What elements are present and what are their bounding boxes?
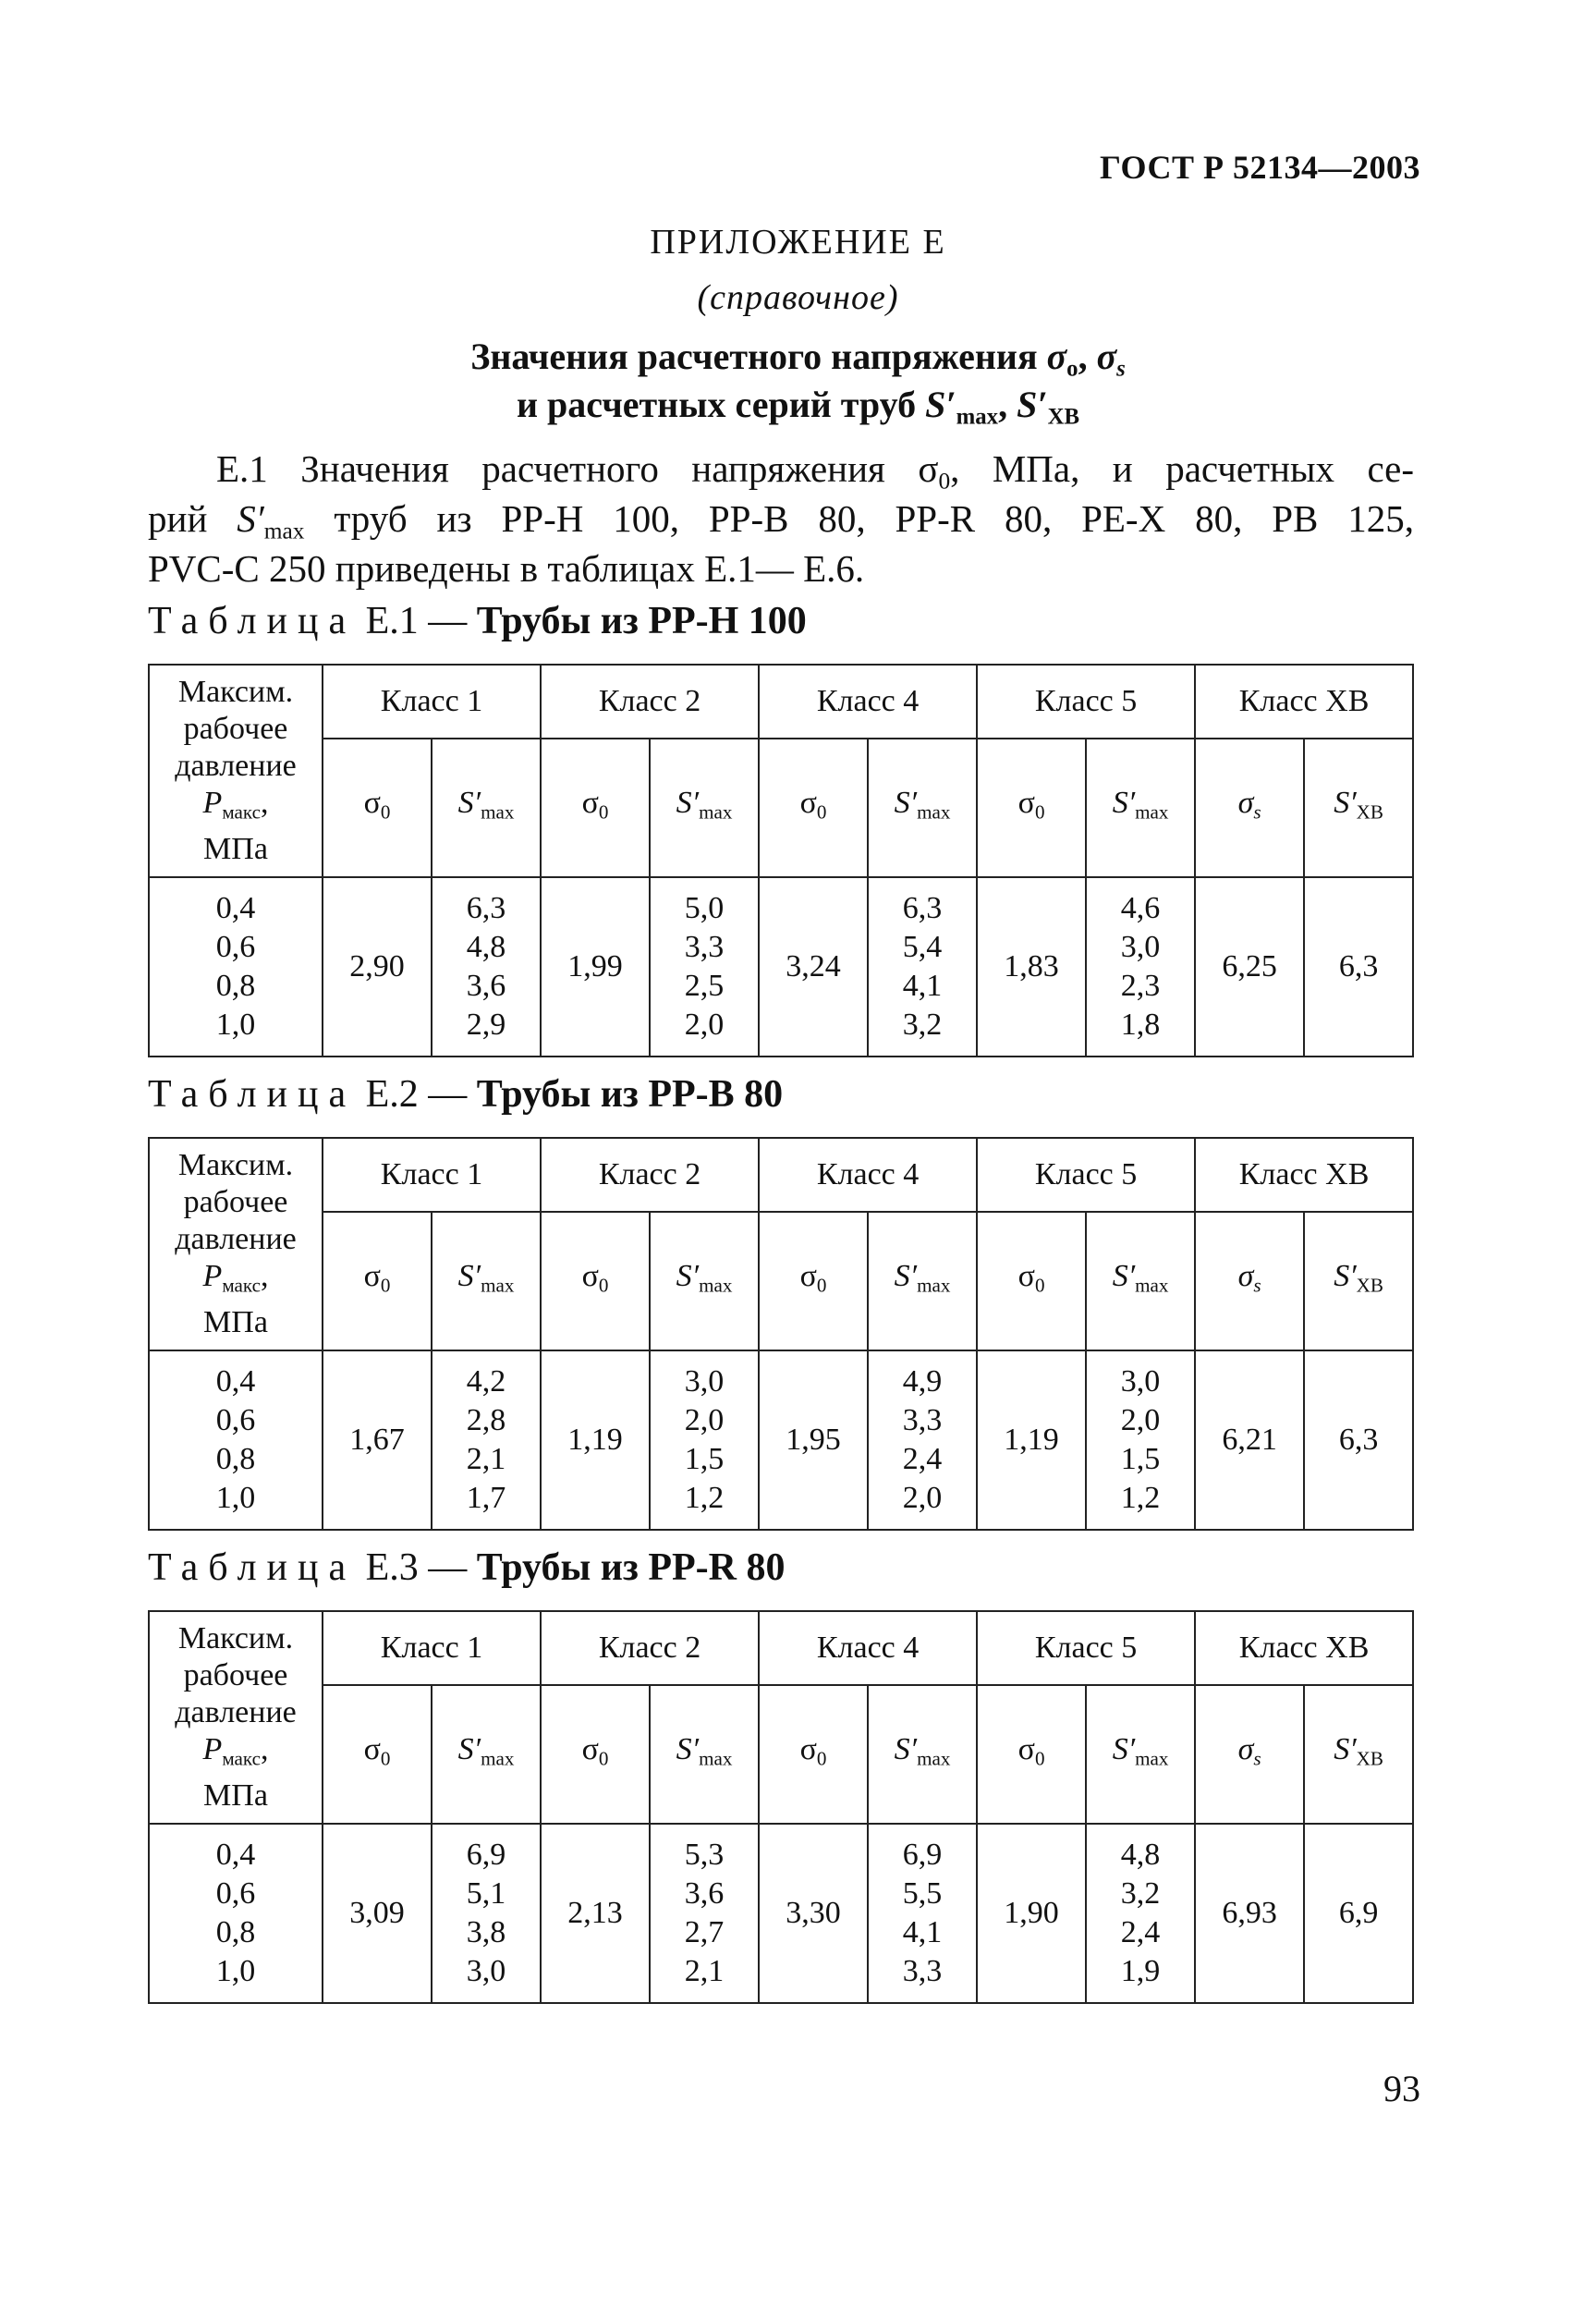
header-text: рабочее bbox=[183, 1658, 288, 1693]
sigma-s-value-cell: 6,93 bbox=[1195, 1824, 1304, 2003]
subscript: макс bbox=[222, 1747, 261, 1770]
sigma-symbol: σ bbox=[799, 1259, 817, 1294]
cell-value: 6,9 bbox=[466, 1838, 506, 1872]
class-header-cell: Класс 2 bbox=[541, 1138, 759, 1212]
cell-value: 3,2 bbox=[1120, 1876, 1161, 1911]
pressure-header-cell bbox=[149, 665, 323, 877]
subscript: 0 bbox=[1034, 1274, 1045, 1297]
s-xb-value-cell: 6,3 bbox=[1304, 1350, 1413, 1530]
sigma-header-cell bbox=[759, 1685, 868, 1824]
pressure-header-cell bbox=[149, 1138, 323, 1350]
p-symbol: P bbox=[202, 1732, 223, 1767]
sigma-value-cell: 1,19 bbox=[977, 1350, 1086, 1530]
caption-title: Трубы из PP-R 80 bbox=[476, 1546, 786, 1589]
subscript: 0 bbox=[380, 1747, 391, 1770]
text: , МПа, и расчетных се- bbox=[950, 447, 1414, 490]
cell-value: 0,6 bbox=[215, 1403, 256, 1437]
header-text bbox=[150, 1731, 322, 1777]
sigma-header-cell bbox=[541, 1212, 650, 1350]
cell-value: 2,1 bbox=[466, 1442, 506, 1476]
s-symbol: S′ bbox=[676, 786, 700, 821]
s-symbol: S′ bbox=[237, 497, 264, 540]
header-text: давление bbox=[175, 1695, 297, 1730]
separator: , bbox=[1078, 336, 1097, 377]
text: рий bbox=[148, 497, 238, 540]
page-number: 93 bbox=[1383, 2068, 1420, 2109]
subscript: о bbox=[1066, 356, 1078, 382]
s-values-cell bbox=[1086, 1350, 1195, 1530]
subscript: 0 bbox=[938, 468, 951, 495]
s-xb-value-cell: 6,3 bbox=[1304, 877, 1413, 1057]
cell-value: 4,6 bbox=[1120, 891, 1161, 925]
cell-value: 2,5 bbox=[684, 969, 725, 1003]
separator: , bbox=[998, 384, 1017, 425]
sigma-symbol: σ bbox=[1096, 336, 1117, 377]
subscript: 0 bbox=[380, 800, 391, 824]
cell-value: 1,5 bbox=[684, 1442, 725, 1476]
sigma-symbol: σ bbox=[581, 1259, 599, 1294]
subscript: 0 bbox=[816, 1747, 827, 1770]
subscript: ХВ bbox=[1356, 800, 1383, 824]
subscript: ХВ bbox=[1047, 404, 1080, 430]
cell-value: 2,4 bbox=[902, 1442, 943, 1476]
s-symbol: S′ bbox=[894, 786, 918, 821]
sigma-value-cell: 3,30 bbox=[759, 1824, 868, 2003]
sigma-header-cell bbox=[759, 1212, 868, 1350]
cell-value: 4,8 bbox=[1120, 1838, 1161, 1872]
header-text bbox=[150, 1258, 322, 1303]
data-table-e3 bbox=[148, 1610, 1414, 2004]
cell-value: 6,3 bbox=[466, 891, 506, 925]
cell-value: 3,3 bbox=[902, 1403, 943, 1437]
sigma-header-cell bbox=[541, 739, 650, 877]
cell-value: 2,0 bbox=[684, 1008, 725, 1042]
cell-value: 0,8 bbox=[215, 969, 256, 1003]
sigma-symbol: σ bbox=[1017, 786, 1035, 821]
section-heading-line-1 bbox=[0, 335, 1596, 382]
s-symbol: S′ bbox=[1112, 786, 1136, 821]
paragraph-line-3: PVC-C 250 приведены в таблицах Е.1— Е.6. bbox=[148, 547, 865, 590]
class-header-cell: Класс 4 bbox=[759, 665, 977, 739]
cell-value: 2,0 bbox=[684, 1403, 725, 1437]
cell-value: 0,8 bbox=[215, 1915, 256, 1949]
s-symbol: S′ bbox=[1334, 1259, 1357, 1294]
sigma-value-cell: 1,19 bbox=[541, 1350, 650, 1530]
s-symbol: S′ bbox=[1334, 786, 1357, 821]
cell-value: 1,7 bbox=[466, 1481, 506, 1515]
sigma-value-cell: 3,09 bbox=[323, 1824, 432, 2003]
header-text: давление bbox=[175, 1222, 297, 1257]
s-symbol: S′ bbox=[676, 1259, 700, 1294]
sigma-symbol: σ bbox=[581, 1732, 599, 1767]
s-values-cell bbox=[868, 1350, 977, 1530]
subscript: max bbox=[917, 1274, 951, 1297]
cell-value: 2,0 bbox=[1120, 1403, 1161, 1437]
cell-value: 3,0 bbox=[1120, 930, 1161, 964]
text: труб из PP-H 100, PP-B 80, PP-R 80, PE-X 80, PB 125, bbox=[304, 497, 1414, 540]
s-symbol: S′ bbox=[894, 1732, 918, 1767]
document-code: ГОСТ Р 52134—2003 bbox=[1100, 149, 1420, 186]
s-symbol: S′ bbox=[925, 384, 956, 425]
s-xb-header-cell bbox=[1304, 739, 1413, 877]
cell-value: 1,8 bbox=[1120, 1008, 1161, 1042]
class-header-cell: Класс 1 bbox=[323, 665, 541, 739]
text: Е.1 Значения расчетного напряжения σ bbox=[216, 447, 939, 490]
s-header-cell bbox=[868, 1212, 977, 1350]
s-values-cell bbox=[650, 1824, 759, 2003]
cell-value: 2,7 bbox=[684, 1915, 725, 1949]
s-symbol: S′ bbox=[1334, 1732, 1357, 1767]
cell-value: 3,6 bbox=[684, 1876, 725, 1911]
cell-value: 3,0 bbox=[684, 1364, 725, 1399]
class-header-cell: Класс 1 bbox=[323, 1611, 541, 1685]
cell-value: 0,4 bbox=[215, 891, 256, 925]
subscript: 0 bbox=[598, 1747, 609, 1770]
appendix-type: (справочное) bbox=[697, 278, 899, 317]
sigma-symbol: σ bbox=[1237, 1259, 1254, 1294]
cell-value: 2,3 bbox=[1120, 969, 1161, 1003]
sigma-s-value-cell: 6,25 bbox=[1195, 877, 1304, 1057]
subscript: max bbox=[699, 800, 733, 824]
subscript: max bbox=[1135, 1747, 1169, 1770]
header-text bbox=[150, 785, 322, 830]
subscript: max bbox=[263, 518, 305, 544]
class-header-cell: Класс 5 bbox=[977, 1138, 1195, 1212]
subscript: max bbox=[481, 1747, 515, 1770]
s-header-cell bbox=[432, 739, 541, 877]
sigma-header-cell bbox=[759, 739, 868, 877]
subscript: 0 bbox=[598, 1274, 609, 1297]
subheader-row bbox=[149, 739, 1413, 877]
header-row bbox=[149, 665, 1413, 739]
class-header-cell: Класс 4 bbox=[759, 1611, 977, 1685]
appendix-title: ПРИЛОЖЕНИЕ Е bbox=[650, 223, 946, 262]
cell-value: 1,9 bbox=[1120, 1954, 1161, 1988]
cell-value: 4,8 bbox=[466, 930, 506, 964]
s-values-cell bbox=[868, 1824, 977, 2003]
cell-value: 1,0 bbox=[215, 1481, 256, 1515]
class-header-cell: Класс 1 bbox=[323, 1138, 541, 1212]
subscript: 0 bbox=[1034, 1747, 1045, 1770]
s-symbol: S′ bbox=[676, 1732, 700, 1767]
caption-prefix: Таблица bbox=[148, 1546, 357, 1589]
subscript: 0 bbox=[816, 1274, 827, 1297]
sigma-value-cell: 3,24 bbox=[759, 877, 868, 1057]
header-unit: МПа bbox=[203, 1777, 268, 1813]
cell-value: 6,3 bbox=[902, 891, 943, 925]
cell-value: 0,4 bbox=[215, 1364, 256, 1399]
cell-value: 3,6 bbox=[466, 969, 506, 1003]
s-values-cell bbox=[1086, 877, 1195, 1057]
sigma-header-cell bbox=[977, 1685, 1086, 1824]
sigma-symbol: σ bbox=[799, 786, 817, 821]
class-header-cell: Класс 4 bbox=[759, 1138, 977, 1212]
sigma-header-cell bbox=[323, 1212, 432, 1350]
s-header-cell bbox=[650, 1685, 759, 1824]
subscript: 0 bbox=[598, 800, 609, 824]
sigma-header-cell bbox=[541, 1685, 650, 1824]
s-values-cell bbox=[650, 1350, 759, 1530]
subscript: max bbox=[1135, 800, 1169, 824]
cell-value: 5,3 bbox=[684, 1838, 725, 1872]
s-values-cell bbox=[432, 1350, 541, 1530]
cell-value: 4,1 bbox=[902, 1915, 943, 1949]
heading-text: Значения расчетного напряжения bbox=[470, 336, 1047, 377]
sigma-symbol: σ bbox=[1237, 1732, 1254, 1767]
caption-title: Трубы из PP-H 100 bbox=[476, 600, 807, 642]
cell-value: 3,3 bbox=[902, 1954, 943, 1988]
subscript: 0 bbox=[816, 800, 827, 824]
class-header-cell: Класс ХВ bbox=[1195, 665, 1413, 739]
header-row bbox=[149, 1138, 1413, 1212]
header-text: Максим. bbox=[177, 1621, 294, 1656]
sigma-symbol: σ bbox=[1046, 336, 1067, 377]
cell-value: 3,8 bbox=[466, 1915, 506, 1949]
cell-value: 0,4 bbox=[215, 1838, 256, 1872]
sigma-value-cell: 1,95 bbox=[759, 1350, 868, 1530]
comma: , bbox=[260, 1259, 269, 1294]
cell-value: 1,2 bbox=[1120, 1481, 1161, 1515]
s-xb-header-cell bbox=[1304, 1212, 1413, 1350]
sigma-s-value-cell: 6,21 bbox=[1195, 1350, 1304, 1530]
table-caption bbox=[148, 599, 807, 643]
s-values-cell bbox=[868, 877, 977, 1057]
s-values-cell bbox=[650, 877, 759, 1057]
sigma-header-cell bbox=[977, 739, 1086, 877]
subscript: max bbox=[699, 1274, 733, 1297]
subscript: max bbox=[956, 404, 999, 430]
header-unit: МПа bbox=[203, 1304, 268, 1339]
sigma-value-cell: 1,83 bbox=[977, 877, 1086, 1057]
header-text: Максим. bbox=[177, 675, 294, 710]
s-values-cell bbox=[432, 1824, 541, 2003]
header-text: Максим. bbox=[177, 1148, 294, 1183]
caption-title: Трубы из PP-B 80 bbox=[476, 1073, 784, 1116]
caption-prefix: Таблица bbox=[148, 1073, 357, 1116]
class-header-cell: Класс 2 bbox=[541, 665, 759, 739]
s-values-cell bbox=[1086, 1824, 1195, 2003]
comma: , bbox=[260, 786, 269, 821]
header-unit: МПа bbox=[203, 831, 268, 866]
class-header-cell: Класс ХВ bbox=[1195, 1611, 1413, 1685]
subscript: max bbox=[699, 1747, 733, 1770]
table-caption bbox=[148, 1545, 785, 1590]
cell-value: 5,1 bbox=[466, 1876, 506, 1911]
cell-value: 5,4 bbox=[902, 930, 943, 964]
sigma-symbol: σ bbox=[581, 786, 599, 821]
sigma-value-cell: 1,67 bbox=[323, 1350, 432, 1530]
s-symbol: S′ bbox=[1017, 384, 1048, 425]
header-text: рабочее bbox=[183, 712, 288, 747]
caption-prefix: Таблица bbox=[148, 600, 357, 642]
subscript: макс bbox=[222, 1274, 261, 1297]
s-header-cell bbox=[432, 1685, 541, 1824]
caption-number: Е.1 — bbox=[356, 600, 477, 642]
sigma-header-cell bbox=[323, 739, 432, 877]
sigma-value-cell: 2,90 bbox=[323, 877, 432, 1057]
table-caption bbox=[148, 1072, 783, 1117]
cell-value: 1,0 bbox=[215, 1954, 256, 1988]
cell-value: 4,1 bbox=[902, 969, 943, 1003]
cell-value: 6,9 bbox=[902, 1838, 943, 1872]
class-header-cell: Класс ХВ bbox=[1195, 1138, 1413, 1212]
s-symbol: S′ bbox=[894, 1259, 918, 1294]
s-header-cell bbox=[1086, 1212, 1195, 1350]
subscript: max bbox=[1135, 1274, 1169, 1297]
sigma-header-cell bbox=[323, 1685, 432, 1824]
cell-value: 2,0 bbox=[902, 1481, 943, 1515]
cell-value: 3,2 bbox=[902, 1008, 943, 1042]
sigma-s-header-cell bbox=[1195, 1212, 1304, 1350]
cell-value: 3,0 bbox=[466, 1954, 506, 1988]
data-table-e2 bbox=[148, 1137, 1414, 1531]
cell-value: 1,0 bbox=[215, 1008, 256, 1042]
cell-value: 4,9 bbox=[902, 1364, 943, 1399]
cell-value: 3,0 bbox=[1120, 1364, 1161, 1399]
s-symbol: S′ bbox=[457, 786, 481, 821]
section-heading-line-2 bbox=[0, 383, 1596, 430]
pressure-values-cell bbox=[149, 1824, 323, 2003]
subscript: 0 bbox=[1034, 800, 1045, 824]
cell-value: 0,6 bbox=[215, 930, 256, 964]
pressure-values-cell bbox=[149, 877, 323, 1057]
cell-value: 4,2 bbox=[466, 1364, 506, 1399]
cell-value: 0,6 bbox=[215, 1876, 256, 1911]
class-header-cell: Класс 5 bbox=[977, 665, 1195, 739]
subscript: max bbox=[481, 800, 515, 824]
s-header-cell bbox=[650, 739, 759, 877]
heading-text: и расчетных серий труб bbox=[516, 384, 926, 425]
s-xb-header-cell bbox=[1304, 1685, 1413, 1824]
s-header-cell bbox=[868, 1685, 977, 1824]
s-symbol: S′ bbox=[457, 1259, 481, 1294]
sigma-symbol: σ bbox=[363, 786, 381, 821]
sigma-symbol: σ bbox=[1017, 1259, 1035, 1294]
subscript: max bbox=[481, 1274, 515, 1297]
s-symbol: S′ bbox=[1112, 1732, 1136, 1767]
subscript: ХВ bbox=[1356, 1274, 1383, 1297]
cell-value: 3,3 bbox=[684, 930, 725, 964]
s-header-cell bbox=[1086, 739, 1195, 877]
sigma-symbol: σ bbox=[363, 1259, 381, 1294]
subscript: s bbox=[1253, 1274, 1261, 1297]
header-text: рабочее bbox=[183, 1185, 288, 1220]
table-row bbox=[149, 1350, 1413, 1530]
s-header-cell bbox=[1086, 1685, 1195, 1824]
caption-number: Е.2 — bbox=[356, 1073, 477, 1116]
s-symbol: S′ bbox=[1112, 1259, 1136, 1294]
sigma-symbol: σ bbox=[1017, 1732, 1035, 1767]
subheader-row bbox=[149, 1212, 1413, 1350]
header-row bbox=[149, 1611, 1413, 1685]
s-header-cell bbox=[868, 739, 977, 877]
header-text: давление bbox=[175, 749, 297, 784]
sigma-symbol: σ bbox=[1237, 786, 1254, 821]
cell-value: 2,4 bbox=[1120, 1915, 1161, 1949]
pressure-header-cell bbox=[149, 1611, 323, 1824]
cell-value: 2,1 bbox=[684, 1954, 725, 1988]
s-header-cell bbox=[432, 1212, 541, 1350]
sigma-value-cell: 1,99 bbox=[541, 877, 650, 1057]
cell-value: 0,8 bbox=[215, 1442, 256, 1476]
subscript: s bbox=[1253, 800, 1261, 824]
cell-value: 5,5 bbox=[902, 1876, 943, 1911]
subscript: max bbox=[917, 1747, 951, 1770]
sigma-symbol: σ bbox=[799, 1732, 817, 1767]
subscript: max bbox=[917, 800, 951, 824]
data-table-e1 bbox=[148, 664, 1414, 1057]
s-header-cell bbox=[650, 1212, 759, 1350]
subscript: 0 bbox=[380, 1274, 391, 1297]
sigma-s-header-cell bbox=[1195, 739, 1304, 877]
sigma-s-header-cell bbox=[1195, 1685, 1304, 1824]
subheader-row bbox=[149, 1685, 1413, 1824]
table-row bbox=[149, 877, 1413, 1057]
subscript: ХВ bbox=[1356, 1747, 1383, 1770]
s-xb-value-cell: 6,9 bbox=[1304, 1824, 1413, 2003]
cell-value: 2,9 bbox=[466, 1008, 506, 1042]
cell-value: 2,8 bbox=[466, 1403, 506, 1437]
p-symbol: P bbox=[202, 786, 223, 821]
p-symbol: P bbox=[202, 1259, 223, 1294]
s-values-cell bbox=[432, 877, 541, 1057]
sigma-header-cell bbox=[977, 1212, 1086, 1350]
class-header-cell: Класс 5 bbox=[977, 1611, 1195, 1685]
class-header-cell: Класс 2 bbox=[541, 1611, 759, 1685]
cell-value: 5,0 bbox=[684, 891, 725, 925]
subscript: s bbox=[1253, 1747, 1261, 1770]
cell-value: 1,2 bbox=[684, 1481, 725, 1515]
subscript: макс bbox=[222, 800, 261, 824]
sigma-symbol: σ bbox=[363, 1732, 381, 1767]
sigma-value-cell: 1,90 bbox=[977, 1824, 1086, 2003]
s-symbol: S′ bbox=[457, 1732, 481, 1767]
caption-number: Е.3 — bbox=[356, 1546, 477, 1589]
pressure-values-cell bbox=[149, 1350, 323, 1530]
sigma-value-cell: 2,13 bbox=[541, 1824, 650, 2003]
comma: , bbox=[260, 1732, 269, 1767]
table-row bbox=[149, 1824, 1413, 2003]
subscript: s bbox=[1116, 356, 1126, 382]
cell-value: 1,5 bbox=[1120, 1442, 1161, 1476]
